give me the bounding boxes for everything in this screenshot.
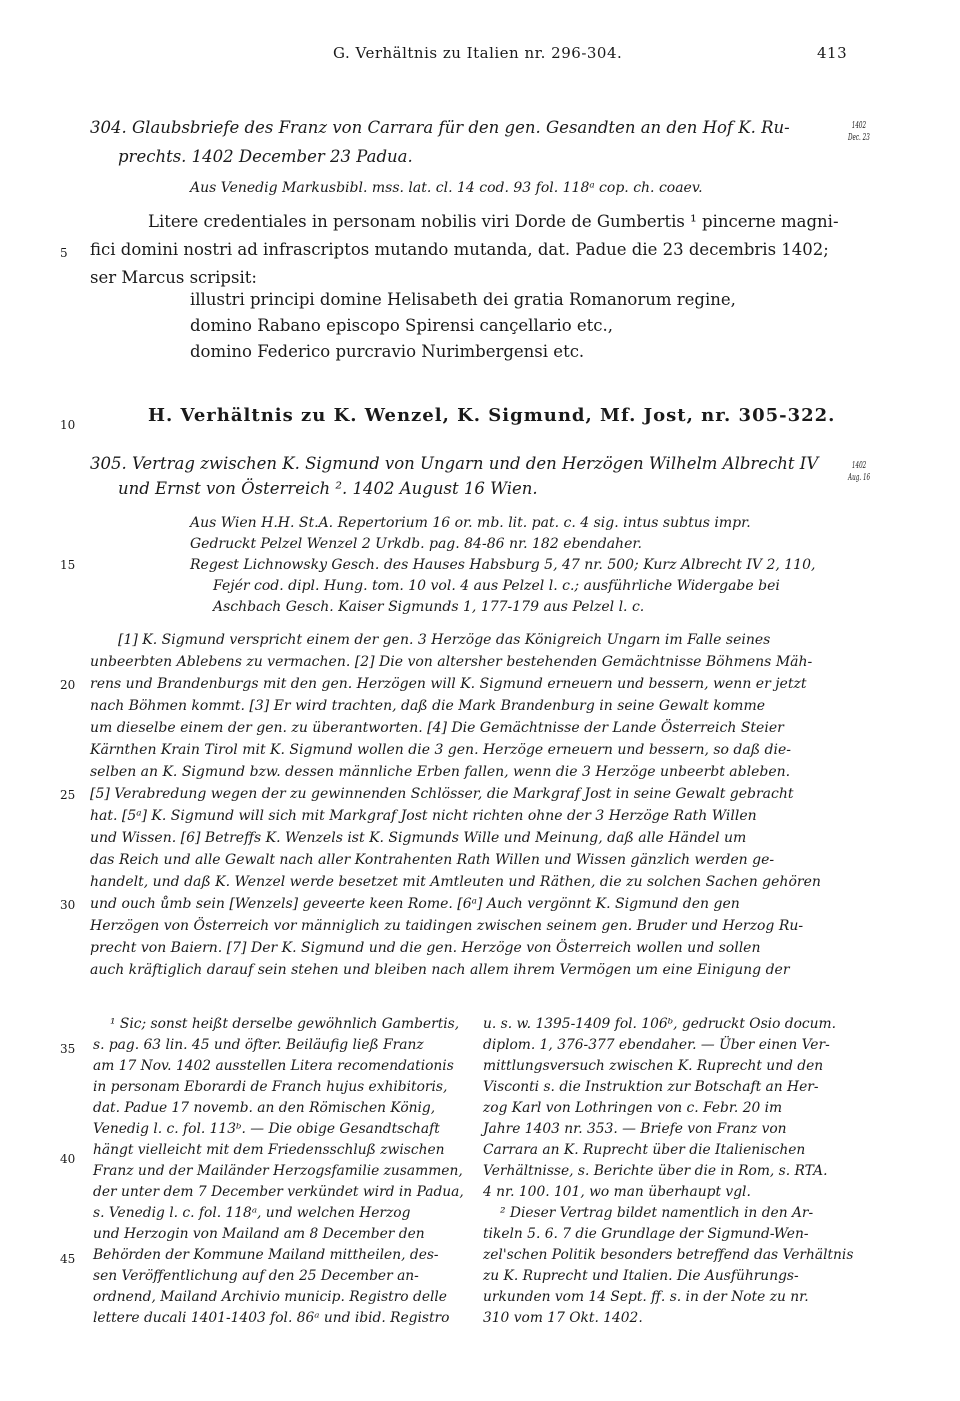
footnote-right-line: Verhältnisse, s. Berichte über die in Rom, s. RTA. (483, 1163, 828, 1179)
line-number: 30 (60, 898, 76, 912)
line-number: 15 (60, 558, 76, 572)
doc304-recipient-3: domino Federico purcravio Nurimbergensi etc. (190, 342, 585, 361)
footnote-right-line: Visconti s. die Instruktion zur Botschaft an Her- (483, 1079, 819, 1095)
footnote-left-line: in personam Eborardi de Franch hujus exhibitoris, (93, 1079, 448, 1095)
doc304-margin-year: 1402 (851, 121, 867, 131)
doc304-title-line-1: 304. Glaubsbriefe des Franz von Carrara für den gen. Gesandten an den Hof K. Ru- (90, 118, 790, 137)
footnote-left-line: hängt vielleicht mit dem Friedensschluß zwischen (93, 1142, 445, 1158)
line-number: 10 (60, 418, 76, 432)
doc304-title-line-2: prechts. 1402 December 23 Padua. (118, 147, 413, 166)
summary-line-3: rens und Brandenburgs mit den gen. Herzögen will K. Sigmund erneuern und bessern, wenn er jetzt (90, 676, 807, 692)
summary-line-15: precht von Baiern. [7] Der K. Sigmund und die gen. Herzöge von Österreich wollen und sollen (90, 940, 761, 956)
line-number: 45 (60, 1252, 76, 1266)
summary-line-12: handelt, und daß K. Wenzel werde besetzet mit Amtleuten und Räthen, die zu solchen Sachen gehören (90, 874, 821, 890)
doc305-title-line-1: 305. Vertrag zwischen K. Sigmund von Ungarn und den Herzögen Wilhelm Albrecht IV (90, 454, 819, 473)
footnote-left-line: ordnend, Mailand Archivio municip. Registro delle (93, 1289, 447, 1305)
summary-line-5: um dieselbe einem der gen. zu überantworten. [4] Die Gemächtnisse der Lande Österreich Steier (90, 720, 784, 736)
doc305-source-1: Aus Wien H.H. St.A. Repertorium 16 or. mb. lit. pat. c. 4 sig. intus subtus impr. (190, 515, 751, 531)
section-heading: H. Verhältnis zu K. Wenzel, K. Sigmund, Mf. Jost, nr. 305-322. (148, 405, 836, 426)
footnote-left-line: ¹ Sic; sonst heißt derselbe gewöhnlich Gambertis, (110, 1016, 460, 1032)
footnote-right-line: diplom. 1, 376-377 ebendaher. — Über einen Ver- (483, 1037, 830, 1053)
doc305-source-5: Aschbach Gesch. Kaiser Sigmunds 1, 177-179 aus Pelzel l. c. (213, 599, 645, 615)
doc304-source: Aus Venedig Markusbibl. mss. lat. cl. 14 cod. 93 fol. 118ᵃ cop. ch. coaev. (190, 180, 703, 196)
doc305-margin-year: 1402 (851, 461, 867, 471)
footnote-left-line: Franz und der Mailänder Herzogsfamilie zusammen, (93, 1163, 463, 1179)
doc305-margin-date (848, 460, 870, 484)
page-number: 413 (817, 44, 848, 62)
doc304-body-line-3: ser Marcus scripsit: (90, 268, 257, 287)
summary-line-7: selben an K. Sigmund bzw. dessen männliche Erben fallen, wenn die 3 Herzöge unbeerbt ableben. (90, 764, 791, 780)
footnote-left-line: Behörden der Kommune Mailand mittheilen, des- (93, 1247, 439, 1263)
footnote-left-line: s. pag. 63 lin. 45 und öfter. Beiläufig ließ Franz (93, 1037, 424, 1053)
footnote-right-line: Jahre 1403 nr. 353. — Briefe von Franz von (483, 1121, 787, 1137)
footnote-right-line: Carrara an K. Ruprecht über die Italienischen (483, 1142, 806, 1158)
summary-line-2: unbeerbten Ablebens zu vermachen. [2] Die von altersher bestehenden Gemächtnisse Böhmens Mäh- (90, 654, 813, 670)
footnote-left-line: lettere ducali 1401-1403 fol. 86ᵃ und ibid. Registro (93, 1310, 450, 1326)
summary-line-4: nach Böhmen kommt. [3] Er wird trachten, daß die Mark Brandenburg in seine Gewalt komme (90, 698, 766, 714)
footnote-right-line: 4 nr. 100. 101, wo man überhaupt vgl. (483, 1184, 751, 1200)
footnote-left-line: dat. Padue 17 novemb. an den Römischen König, (93, 1100, 436, 1116)
footnote-left-line: der unter dem 7 December verkündet wird in Padua, (93, 1184, 464, 1200)
doc304-body-line-1: Litere credentiales in personam nobilis viri Dorde de Gumbertis ¹ pincerne magni- (148, 212, 839, 231)
summary-line-16: auch kräftiglich darauf sein stehen und bleiben nach allem ihrem Vermögen um eine Einigung der (90, 962, 790, 978)
doc304-margin-date (848, 120, 870, 144)
summary-line-6: Kärnthen Krain Tirol mit K. Sigmund wollen die 3 gen. Herzöge erneuern und bessern, so daß die- (90, 742, 791, 758)
running-header: G. Verhältnis zu Italien nr. 296-304. (333, 44, 623, 62)
doc304-recipient-2: domino Rabano episcopo Spirensi cançellario etc., (190, 316, 614, 335)
line-number: 35 (60, 1042, 76, 1056)
footnote-left-line: Venedig l. c. fol. 113ᵇ. — Die obige Gesandtschaft (93, 1121, 440, 1137)
line-number: 40 (60, 1152, 76, 1166)
doc304-margin-day: Dec. 23 (848, 133, 870, 143)
doc304-body-line-2: fici domini nostri ad infrascriptos mutando mutanda, dat. Padue die 23 decembris 1402; (90, 240, 829, 259)
summary-line-1: [1] K. Sigmund verspricht einem der gen. 3 Herzöge das Königreich Ungarn im Falle seines (118, 632, 771, 648)
footnote-right-line: zog Karl von Lothringen von c. Febr. 20 im (483, 1100, 783, 1116)
footnote-right-line: zu K. Ruprecht und Italien. Die Ausführungs- (483, 1268, 799, 1284)
footnote-left-line: sen Veröffentlichung auf den 25 December an- (93, 1268, 419, 1284)
footnote-right-line: tikeln 5. 6. 7 die Grundlage der Sigmund-Wen- (483, 1226, 809, 1242)
footnote-left-line: und Herzogin von Mailand am 8 December den (93, 1226, 425, 1242)
footnote-right-line: urkunden vom 14 Sept. ff. s. in der Note zu nr. (483, 1289, 809, 1305)
summary-line-9: hat. [5ᵃ] K. Sigmund will sich mit Markgraf Jost nicht richten ohne der 3 Herzöge Rath Willen (90, 808, 757, 824)
doc304-recipient-1: illustri principi domine Helisabeth dei gratia Romanorum regine, (190, 290, 736, 309)
doc305-margin-day: Aug. 16 (848, 473, 871, 483)
footnote-right-line: ² Dieser Vertrag bildet namentlich in den Ar- (500, 1205, 814, 1221)
summary-line-13: und ouch ůmb sein [Wenzels] geveerte keen Rome. [6ᵃ] Auch vergönnt K. Sigmund den gen (90, 896, 740, 912)
summary-line-10: und Wissen. [6] Betreffs K. Wenzels ist K. Sigmunds Wille und Meinung, daß alle Händel um (90, 830, 747, 846)
doc305-source-3: Regest Lichnowsky Gesch. des Hauses Habsburg 5, 47 nr. 500; Kurz Albrecht IV 2, 110, (190, 557, 816, 573)
doc305-source-4: Fejér cod. dipl. Hung. tom. 10 vol. 4 aus Pelzel l. c.; ausführliche Widergabe bei (213, 578, 780, 594)
summary-line-8: [5] Verabredung wegen der zu gewinnenden Schlösser, die Markgraf Jost in seine Gewalt gebracht (90, 786, 794, 802)
footnote-right-line: mittlungsversuch zwischen K. Ruprecht und den (483, 1058, 824, 1074)
footnote-left-line: am 17 Nov. 1402 ausstellen Litera recomendationis (93, 1058, 454, 1074)
line-number: 25 (60, 788, 76, 802)
doc305-title-line-2: und Ernst von Österreich ². 1402 August 16 Wien. (118, 479, 538, 498)
summary-line-14: Herzögen von Österreich vor männiglich zu taidingen zwischen seinem gen. Bruder und Herzog Ru- (90, 918, 804, 934)
doc305-source-2: Gedruckt Pelzel Wenzel 2 Urkdb. pag. 84-86 nr. 182 ebendaher. (190, 536, 642, 552)
line-number: 20 (60, 678, 76, 692)
summary-line-11: das Reich und alle Gewalt nach aller Kontrahenten Rath Willen und Wissen gänzlich werden ge- (90, 852, 775, 868)
line-number: 5 (60, 246, 68, 260)
footnote-left-line: s. Venedig l. c. fol. 118ᵃ, und welchen Herzog (93, 1205, 411, 1221)
footnote-right-line: u. s. w. 1395-1409 fol. 106ᵇ, gedruckt Osio docum. (483, 1016, 836, 1032)
footnote-right-line: zel'schen Politik besonders betreffend das Verhältnis (483, 1247, 854, 1263)
footnote-right-line: 310 vom 17 Okt. 1402. (483, 1310, 643, 1326)
